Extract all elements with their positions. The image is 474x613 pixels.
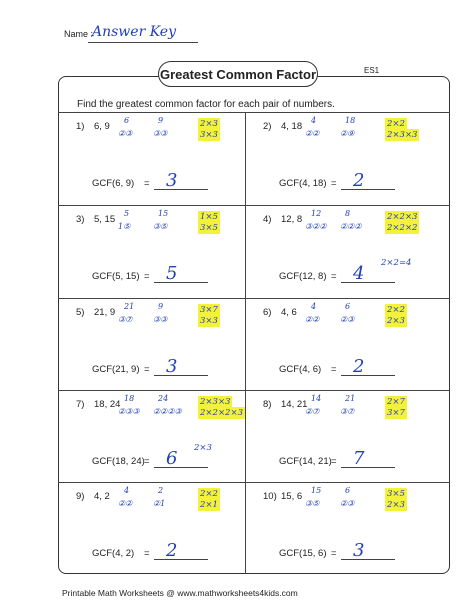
prime-factorization: 2×2: [387, 119, 405, 129]
factor-tree-a: 15: [311, 486, 322, 495]
answer-line: [341, 559, 395, 560]
factor-tree-a-leaves: ②②: [305, 129, 320, 138]
gcf-label: GCF(15, 6): [279, 548, 327, 559]
problem-pair: 4, 18: [281, 121, 303, 132]
gcf-label: GCF(4, 6): [279, 364, 322, 375]
prime-factorization: 3×3: [200, 130, 218, 140]
equals-sign: =: [144, 271, 150, 282]
answer-line: [154, 467, 208, 468]
factor-tree-a-leaves: ②③: [118, 129, 133, 138]
factor-tree-a: 5: [124, 209, 130, 218]
equals-sign: =: [144, 456, 150, 467]
factor-tree-b-leaves: ②③: [340, 315, 355, 324]
factor-tree-b: 24: [158, 394, 169, 403]
prime-factorization: 2×2: [200, 489, 218, 499]
prime-factorization: 2×2×2×3: [200, 408, 243, 418]
answer-line: [154, 375, 208, 376]
problem-number: 7): [76, 399, 85, 410]
name-value: Answer Key: [92, 24, 176, 40]
factor-tree-a-leaves: ③⑤: [305, 499, 320, 508]
factor-tree-a-leaves: ②②: [305, 315, 320, 324]
factor-tree-a: 12: [311, 209, 322, 218]
factor-tree-a: 4: [311, 302, 317, 311]
answer: 7: [353, 448, 365, 469]
answer-line: [154, 559, 208, 560]
problem-pair: 21, 9: [94, 307, 116, 318]
factor-tree-b: 2: [158, 486, 164, 495]
problem-number: 9): [76, 491, 85, 502]
prime-factorization: 3×5: [387, 489, 405, 499]
problem-number: 3): [76, 214, 85, 225]
equals-sign: =: [144, 364, 150, 375]
prime-factorization: 2×3: [200, 119, 218, 129]
prime-factorization: 2×2×3: [387, 212, 418, 222]
factor-tree-b-leaves: ②⑨: [340, 129, 355, 138]
work-note: 2×2=4: [381, 258, 412, 268]
answer-line: [154, 282, 208, 283]
equals-sign: =: [331, 548, 337, 559]
answer: 3: [353, 540, 365, 561]
name-line: [88, 42, 198, 43]
column-divider: [245, 112, 246, 574]
answer: 3: [166, 356, 178, 377]
factor-tree-a-leaves: 1⑤: [118, 222, 131, 231]
prime-factorization: 2×3×3: [200, 397, 231, 407]
factor-tree-b-leaves: ②1: [153, 499, 166, 508]
problem-pair: 4, 6: [281, 307, 297, 318]
gcf-label: GCF(5, 15): [92, 271, 140, 282]
answer: 4: [353, 263, 365, 284]
answer-line: [154, 189, 208, 190]
gcf-label: GCF(4, 18): [279, 178, 327, 189]
factor-tree-b-leaves: ②②②③: [153, 407, 182, 416]
equals-sign: =: [331, 456, 337, 467]
gcf-label: GCF(18, 24): [92, 456, 145, 467]
worksheet-title: Greatest Common Factor: [158, 61, 318, 87]
gcf-label: GCF(14, 21): [279, 456, 332, 467]
work-note: 2×3: [194, 443, 212, 453]
prime-factorization: 3×5: [200, 223, 218, 233]
prime-factorization: 3×7: [387, 408, 405, 418]
prime-factorization: 2×1: [200, 500, 218, 510]
row-divider: [58, 482, 450, 483]
factor-tree-a-leaves: ②③③: [118, 407, 140, 416]
prime-factorization: 3×7: [200, 305, 218, 315]
factor-tree-b: 8: [345, 209, 351, 218]
prime-factorization: 2×3: [387, 316, 405, 326]
footer: Printable Math Worksheets @ www.mathworksheets4kids.com: [62, 588, 298, 598]
equals-sign: =: [144, 178, 150, 189]
factor-tree-b-leaves: ③③: [153, 315, 168, 324]
factor-tree-b-leaves: ③③: [153, 129, 168, 138]
factor-tree-a: 18: [124, 394, 135, 403]
problem-number: 2): [263, 121, 272, 132]
factor-tree-b-leaves: ②②②: [340, 222, 362, 231]
factor-tree-b-leaves: ②③: [340, 499, 355, 508]
equals-sign: =: [331, 178, 337, 189]
factor-tree-a-leaves: ③⑦: [118, 315, 133, 324]
row-divider: [58, 205, 450, 206]
factor-tree-b: 18: [345, 116, 356, 125]
factor-tree-b: 9: [158, 116, 164, 125]
problem-number: 8): [263, 399, 272, 410]
gcf-label: GCF(12, 8): [279, 271, 327, 282]
problem-number: 1): [76, 121, 85, 132]
problem-number: 4): [263, 214, 272, 225]
equals-sign: =: [331, 364, 337, 375]
factor-tree-b: 6: [345, 302, 351, 311]
answer-line: [341, 375, 395, 376]
gcf-label: GCF(4, 2): [92, 548, 135, 559]
factor-tree-a: 14: [311, 394, 322, 403]
problem-pair: 18, 24: [94, 399, 121, 410]
equals-sign: =: [331, 271, 337, 282]
answer: 3: [166, 170, 178, 191]
factor-tree-b: 15: [158, 209, 169, 218]
worksheet-code: ES1: [364, 66, 380, 75]
answer-line: [341, 282, 395, 283]
equals-sign: =: [144, 548, 150, 559]
prime-factorization: 3×3: [200, 316, 218, 326]
factor-tree-b: 9: [158, 302, 164, 311]
factor-tree-a: 6: [124, 116, 130, 125]
prime-factorization: 2×2×2: [387, 223, 418, 233]
gcf-label: GCF(6, 9): [92, 178, 135, 189]
prime-factorization: 2×3: [387, 500, 405, 510]
problem-pair: 5, 15: [94, 214, 116, 225]
problem-number: 5): [76, 307, 85, 318]
factor-tree-a-leaves: ②②: [118, 499, 133, 508]
gcf-label: GCF(21, 9): [92, 364, 140, 375]
factor-tree-a: 4: [124, 486, 130, 495]
answer: 2: [166, 540, 178, 561]
factor-tree-a-leaves: ③②②: [305, 222, 327, 231]
row-divider: [58, 390, 450, 391]
factor-tree-b-leaves: ③⑦: [340, 407, 355, 416]
problem-pair: 12, 8: [281, 214, 303, 225]
row-divider: [58, 298, 450, 299]
problem-pair: 15, 6: [281, 491, 303, 502]
answer: 5: [166, 263, 178, 284]
answer: 6: [166, 448, 178, 469]
prime-factorization: 1×5: [200, 212, 218, 222]
factor-tree-a-leaves: ②⑦: [305, 407, 320, 416]
instructions: Find the greatest common factor for each pair of numbers.: [77, 99, 335, 110]
problem-pair: 14, 21: [281, 399, 308, 410]
problem-pair: 4, 2: [94, 491, 110, 502]
answer-line: [341, 189, 395, 190]
factor-tree-a: 21: [124, 302, 135, 311]
factor-tree-b: 6: [345, 486, 351, 495]
row-divider: [58, 112, 450, 113]
answer: 2: [353, 356, 365, 377]
answer: 2: [353, 170, 365, 191]
prime-factorization: 2×3×3: [387, 130, 418, 140]
factor-tree-b: 21: [345, 394, 356, 403]
problem-number: 6): [263, 307, 272, 318]
answer-line: [341, 467, 395, 468]
factor-tree-b-leaves: ③⑤: [153, 222, 168, 231]
prime-factorization: 2×2: [387, 305, 405, 315]
prime-factorization: 2×7: [387, 397, 405, 407]
problem-number: 10): [263, 491, 277, 502]
name-label: Name :: [64, 29, 94, 39]
problem-pair: 6, 9: [94, 121, 110, 132]
factor-tree-a: 4: [311, 116, 317, 125]
